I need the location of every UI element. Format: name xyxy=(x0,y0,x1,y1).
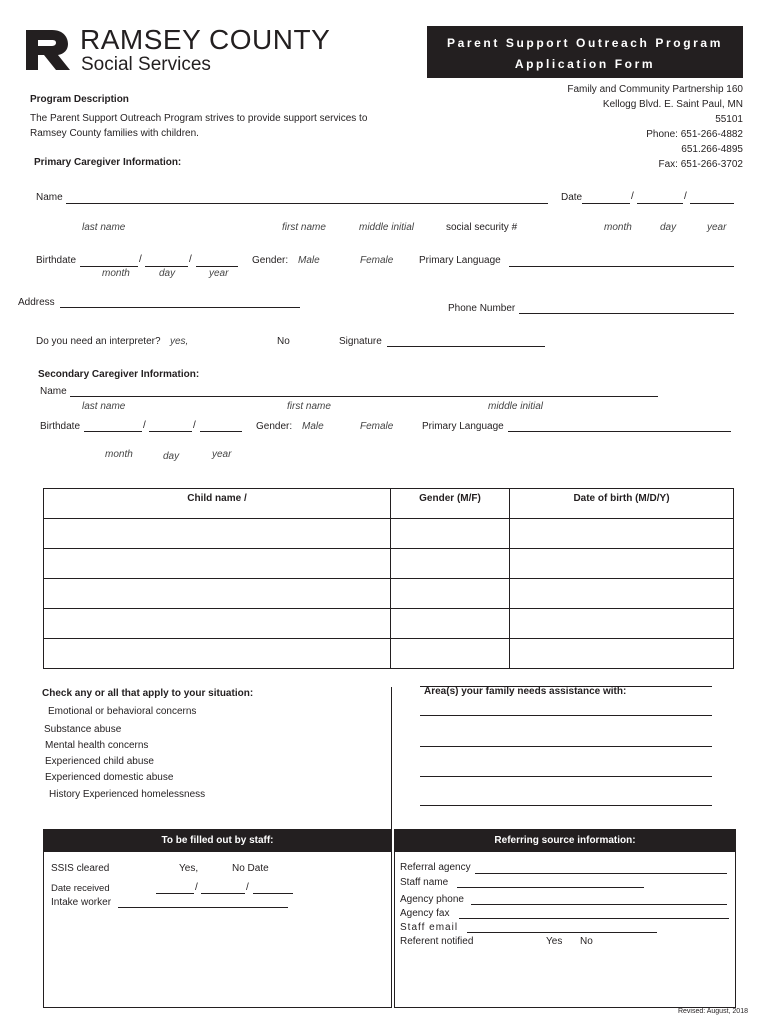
agency-fax-label: Agency fax xyxy=(400,908,450,919)
child-name-cell[interactable] xyxy=(44,579,391,609)
table-row xyxy=(44,639,734,669)
date-slash: / xyxy=(195,882,198,893)
agency-fax-field[interactable] xyxy=(459,918,729,919)
table-row xyxy=(44,549,734,579)
staff-name-field[interactable] xyxy=(457,887,644,888)
month-hint: month xyxy=(105,449,133,460)
areas-field-4[interactable] xyxy=(420,805,712,806)
intake-worker-field[interactable] xyxy=(118,907,288,908)
middle-initial-hint: middle initial xyxy=(488,401,544,412)
primary-name-label: Name xyxy=(36,192,63,203)
secondary-name-field[interactable] xyxy=(70,396,658,397)
referent-notified-label: Referent notified xyxy=(400,936,474,947)
address-line: Fax: 651-266-3702 xyxy=(658,159,743,170)
primary-address-label: Address xyxy=(18,297,55,308)
month-hint: month xyxy=(604,222,632,233)
date-received-day-field[interactable] xyxy=(201,893,245,894)
referent-notified-no-option[interactable]: No xyxy=(580,936,593,947)
agency-phone-field[interactable] xyxy=(471,904,727,905)
date-of-birth-header: Date of birth (M/D/Y) xyxy=(510,489,734,519)
primary-birth-year-field[interactable] xyxy=(196,266,238,267)
secondary-birth-month-field[interactable] xyxy=(84,431,142,432)
gender-header: Gender (M/F) xyxy=(391,489,510,519)
address-line: Kellogg Blvd. E. Saint Paul, MN xyxy=(602,99,743,110)
ssis-cleared-label: SSIS cleared xyxy=(51,863,110,874)
referent-notified-yes-option[interactable]: Yes xyxy=(546,936,563,947)
secondary-language-field[interactable] xyxy=(508,431,731,432)
secondary-language-label: Primary Language xyxy=(422,421,504,432)
ramsey-county-logo-icon xyxy=(24,28,72,72)
date-received-month-field[interactable] xyxy=(156,893,194,894)
primary-language-field[interactable] xyxy=(509,266,734,267)
date-received-label: Date received xyxy=(51,883,110,894)
date-slash: / xyxy=(631,191,634,202)
primary-caregiver-heading: Primary Caregiver Information: xyxy=(34,157,182,168)
year-hint: year xyxy=(212,449,232,460)
primary-female-option[interactable]: Female xyxy=(360,255,394,266)
child-gender-cell[interactable] xyxy=(391,519,510,549)
day-hint: day xyxy=(660,222,677,233)
child-gender-cell[interactable] xyxy=(391,609,510,639)
year-hint: year xyxy=(707,222,727,233)
areas-heading: Area(s) your family needs assistance with: xyxy=(424,686,627,697)
child-gender-cell[interactable] xyxy=(391,549,510,579)
situation-option-homelessness[interactable]: History Experienced homelessness xyxy=(49,789,206,800)
secondary-birth-day-field[interactable] xyxy=(149,431,192,432)
date-slash: / xyxy=(189,254,192,265)
child-dob-cell[interactable] xyxy=(510,609,734,639)
staff-heading: To be filled out by staff: xyxy=(44,830,391,852)
date-slash: / xyxy=(246,882,249,893)
child-gender-cell[interactable] xyxy=(391,639,510,669)
address-line: 55101 xyxy=(715,114,743,125)
address-line: 651.266-4895 xyxy=(681,144,743,155)
situation-option-mental-health[interactable]: Mental health concerns xyxy=(45,740,149,751)
agency-phone-label: Agency phone xyxy=(400,894,464,905)
form-title: Parent Support Outreach Program xyxy=(447,36,723,50)
referral-agency-label: Referral agency xyxy=(400,862,471,873)
date-slash: / xyxy=(139,254,142,265)
child-dob-cell[interactable] xyxy=(510,549,734,579)
secondary-male-option[interactable]: Male xyxy=(302,421,324,432)
child-dob-cell[interactable] xyxy=(510,579,734,609)
last-name-hint: last name xyxy=(82,401,126,412)
table-row xyxy=(44,609,734,639)
program-heading: Program Description xyxy=(30,94,129,105)
form-subtitle: Application Form xyxy=(514,57,656,71)
secondary-birth-year-field[interactable] xyxy=(200,431,242,432)
middle-initial-hint: middle initial xyxy=(359,222,415,233)
month-hint: month xyxy=(102,268,130,279)
child-name-header: Child name / xyxy=(44,489,391,519)
interpreter-label: Do you need an interpreter? xyxy=(36,336,161,347)
staff-email-field[interactable] xyxy=(467,932,657,933)
staff-email-label: Staff email xyxy=(400,922,459,933)
referral-section xyxy=(394,829,736,1008)
program-text-line: Ramsey County families with children. xyxy=(30,128,199,139)
year-hint: year xyxy=(209,268,229,279)
situation-heading: Check any or all that apply to your situation: xyxy=(42,688,254,699)
first-name-hint: first name xyxy=(287,401,331,412)
secondary-gender-label: Gender: xyxy=(256,421,293,432)
primary-date-label: Date xyxy=(561,192,583,203)
logo-title: RAMSEY COUNTY xyxy=(80,24,331,55)
primary-birth-month-field[interactable] xyxy=(80,266,138,267)
child-name-cell[interactable] xyxy=(44,639,391,669)
situation-option-emotional[interactable]: Emotional or behavioral concerns xyxy=(48,706,197,717)
areas-field-2[interactable] xyxy=(420,746,712,747)
primary-birth-day-field[interactable] xyxy=(145,266,188,267)
intake-worker-label: Intake worker xyxy=(51,897,112,908)
child-dob-cell[interactable] xyxy=(510,519,734,549)
child-gender-cell[interactable] xyxy=(391,579,510,609)
primary-phone-field[interactable] xyxy=(519,313,734,314)
table-row xyxy=(44,519,734,549)
children-table xyxy=(43,488,734,669)
first-name-hint: first name xyxy=(282,222,326,233)
agency-address xyxy=(567,82,743,172)
interpreter-no-option[interactable]: No xyxy=(277,336,290,347)
child-dob-cell[interactable] xyxy=(510,639,734,669)
signature-field[interactable] xyxy=(387,346,545,347)
child-name-cell[interactable] xyxy=(44,549,391,579)
signature-label: Signature xyxy=(339,336,382,347)
table-header-row xyxy=(44,489,734,519)
primary-gender-label: Gender: xyxy=(252,255,289,266)
situation-option-domestic-abuse[interactable]: Experienced domestic abuse xyxy=(45,772,174,783)
revised-date: Revised: August, 2018 xyxy=(677,1008,748,1015)
referral-heading: Referring source information: xyxy=(395,830,735,852)
child-name-cell[interactable] xyxy=(44,609,391,639)
primary-name-field[interactable] xyxy=(66,203,548,204)
ssn-hint: social security # xyxy=(446,222,518,233)
child-name-cell[interactable] xyxy=(44,519,391,549)
secondary-caregiver-heading: Secondary Caregiver Information: xyxy=(38,369,200,380)
referral-agency-field[interactable] xyxy=(475,873,727,874)
address-line: Family and Community Partnership 160 xyxy=(567,84,743,95)
date-slash: / xyxy=(193,420,196,431)
primary-phone-label: Phone Number xyxy=(448,303,516,314)
date-received-year-field[interactable] xyxy=(253,893,293,894)
date-slash: / xyxy=(143,420,146,431)
form-title-box xyxy=(427,26,743,78)
secondary-female-option[interactable]: Female xyxy=(360,421,394,432)
primary-date-day-field[interactable] xyxy=(637,203,683,204)
last-name-hint: last name xyxy=(82,222,126,233)
ssis-no-date-option[interactable]: No Date xyxy=(232,863,269,874)
primary-date-year-field[interactable] xyxy=(690,203,734,204)
areas-field-3[interactable] xyxy=(420,776,712,777)
date-slash: / xyxy=(684,191,687,202)
staff-section xyxy=(43,829,392,1008)
primary-language-label: Primary Language xyxy=(419,255,501,266)
day-hint: day xyxy=(163,451,180,462)
day-hint: day xyxy=(159,268,176,279)
program-text-line: The Parent Support Outreach Program strives to provide support services to xyxy=(30,113,368,124)
areas-field-1[interactable] xyxy=(420,715,712,716)
column-divider xyxy=(391,687,392,830)
logo-subtitle: Social Services xyxy=(81,54,211,75)
primary-date-month-field[interactable] xyxy=(582,203,630,204)
ssis-yes-option[interactable]: Yes, xyxy=(179,863,199,874)
primary-birthdate-label: Birthdate xyxy=(36,255,77,266)
staff-name-label: Staff name xyxy=(400,877,449,888)
table-row xyxy=(44,579,734,609)
secondary-name-label: Name xyxy=(40,386,67,397)
primary-male-option[interactable]: Male xyxy=(298,255,320,266)
primary-address-field[interactable] xyxy=(60,307,300,308)
interpreter-yes-option[interactable]: yes, xyxy=(170,336,189,347)
situation-option-substance[interactable]: Substance abuse xyxy=(44,724,122,735)
secondary-birthdate-label: Birthdate xyxy=(40,421,81,432)
address-line: Phone: 651-266-4882 xyxy=(646,129,743,140)
situation-option-child-abuse[interactable]: Experienced child abuse xyxy=(45,756,154,767)
